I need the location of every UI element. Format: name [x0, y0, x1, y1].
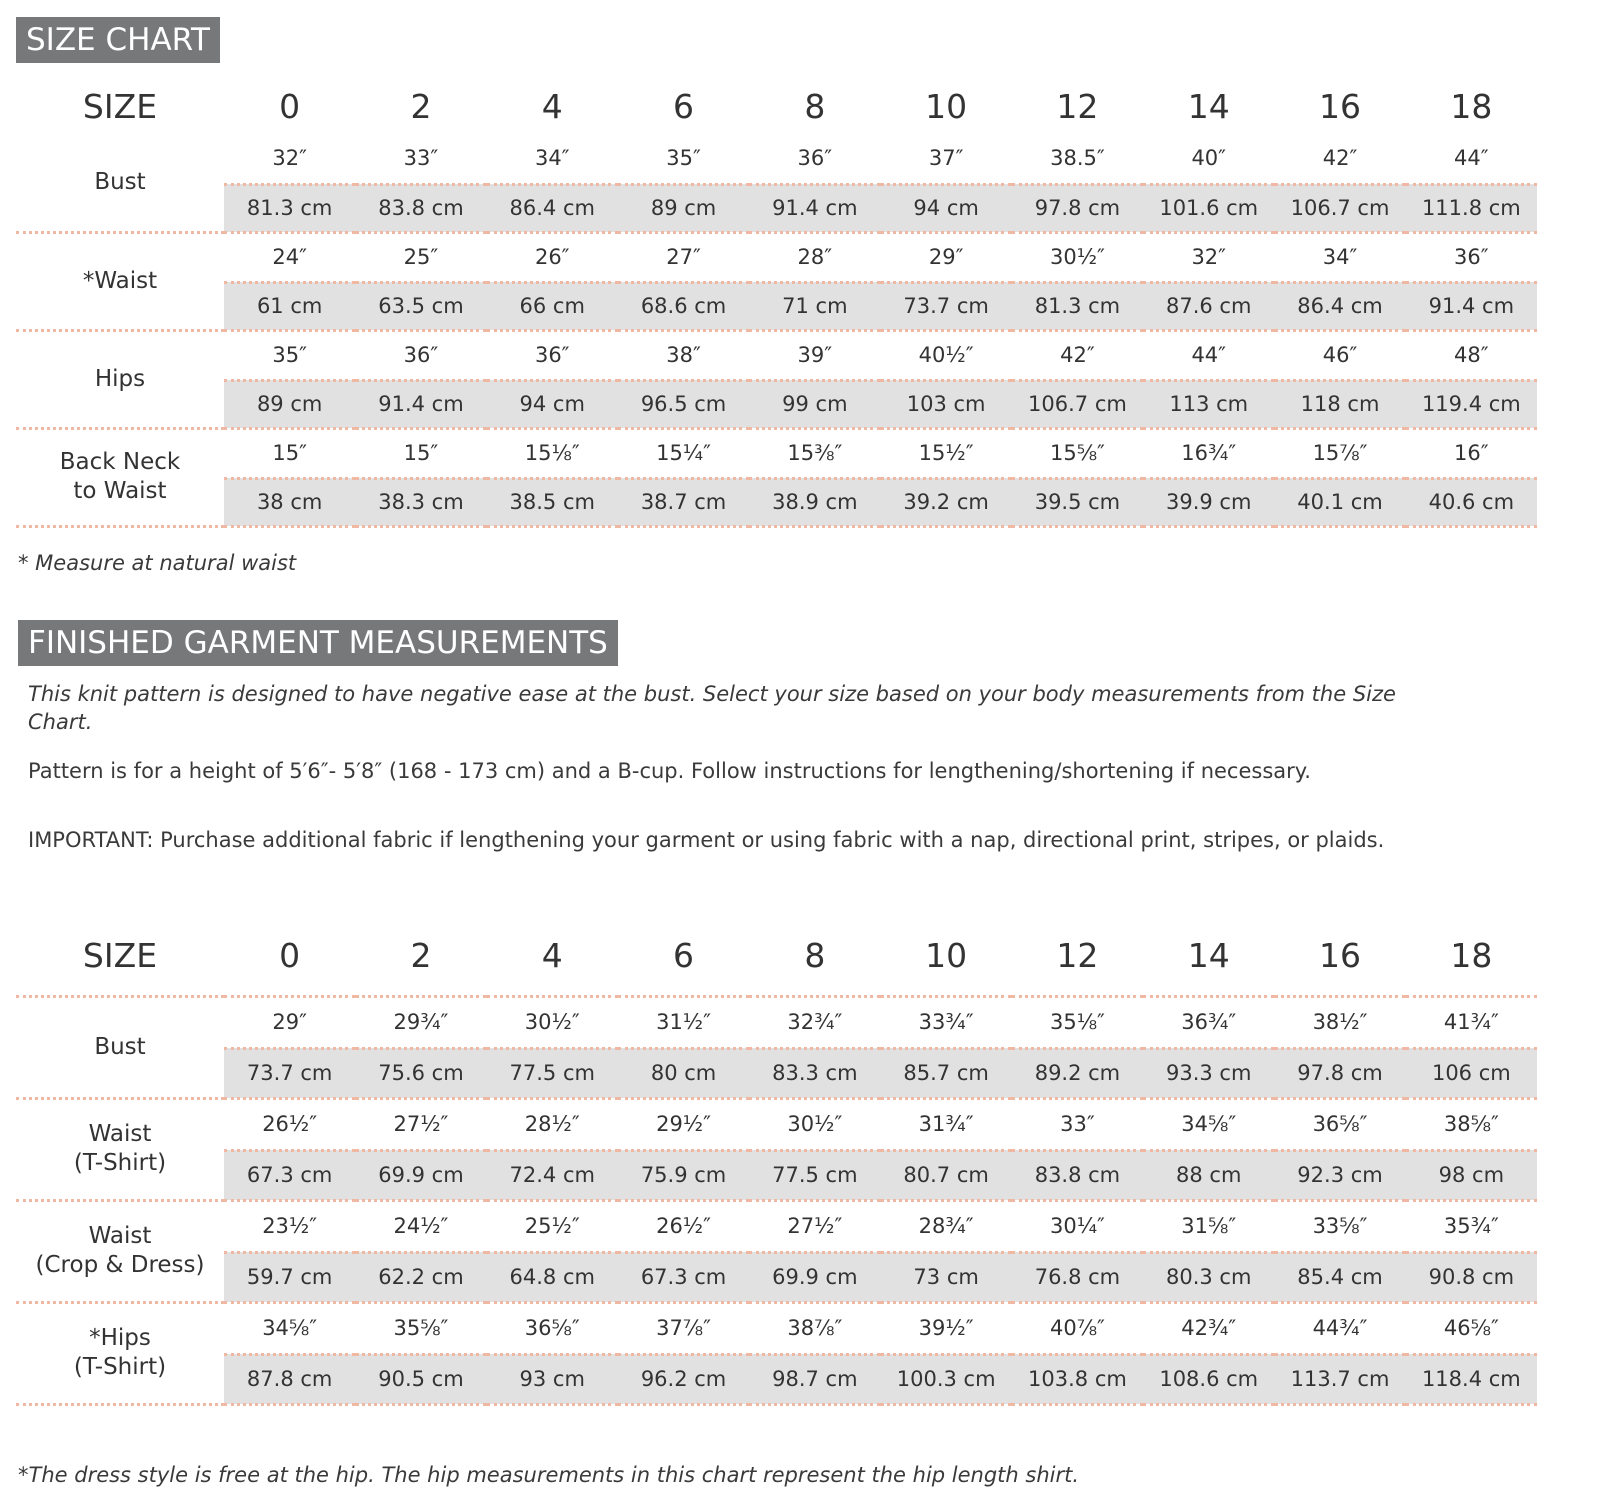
- size-4-header: 4: [487, 916, 618, 996]
- inch-value: 27½″: [749, 1200, 880, 1252]
- cm-value: 85.4 cm: [1274, 1252, 1405, 1302]
- inch-value: 28½″: [487, 1098, 618, 1150]
- cm-value: 38 cm: [224, 478, 355, 526]
- inch-value: 36″: [355, 330, 486, 380]
- cm-value: 119.4 cm: [1406, 380, 1537, 428]
- measurement-row-inches: [16, 330, 1537, 380]
- row-label: [16, 1302, 224, 1404]
- inch-value: 36″: [1406, 232, 1537, 282]
- cm-value: 39.2 cm: [880, 478, 1011, 526]
- inch-value: 37″: [880, 134, 1011, 184]
- cm-value: 92.3 cm: [1274, 1150, 1405, 1200]
- cm-value: 62.2 cm: [355, 1252, 486, 1302]
- cm-value: 118.4 cm: [1406, 1354, 1537, 1404]
- cm-value: 38.3 cm: [355, 478, 486, 526]
- finished-measurements-title: FINISHED GARMENT MEASUREMENTS: [18, 620, 618, 666]
- cm-value: 98 cm: [1406, 1150, 1537, 1200]
- size-10-header: 10: [880, 916, 1011, 996]
- measurement-row-cm: [16, 478, 1537, 526]
- inch-value: 29″: [880, 232, 1011, 282]
- cm-value: 39.9 cm: [1143, 478, 1274, 526]
- size-10-header: 10: [925, 86, 968, 126]
- cm-value: 94 cm: [487, 380, 618, 428]
- row-label-line: (T-Shirt): [73, 1150, 167, 1176]
- inch-value: 24″: [224, 232, 355, 282]
- inch-value: 23½″: [224, 1200, 355, 1252]
- cm-value: 40.1 cm: [1274, 478, 1405, 526]
- inch-value: 31¾″: [880, 1098, 1011, 1150]
- cm-value: 85.7 cm: [880, 1048, 1011, 1098]
- cm-value: 67.3 cm: [224, 1150, 355, 1200]
- size-header-row: [16, 916, 1537, 996]
- row-label-line: Waist: [88, 1121, 152, 1147]
- inch-value: 35¾″: [1406, 1200, 1537, 1252]
- inch-value: 40½″: [880, 330, 1011, 380]
- cm-value: 72.4 cm: [487, 1150, 618, 1200]
- size-18-header: 18: [1406, 916, 1537, 996]
- measurement-row-inches: [16, 1200, 1537, 1252]
- measurement-row-inches: [16, 232, 1537, 282]
- inch-value: 30½″: [487, 996, 618, 1048]
- cm-value: 91.4 cm: [749, 184, 880, 232]
- inch-value: 32″: [224, 134, 355, 184]
- measurement-row-inches: [16, 428, 1537, 478]
- cm-value: 103 cm: [880, 380, 1011, 428]
- cm-value: 73.7 cm: [224, 1048, 355, 1098]
- inch-value: 16″: [1406, 428, 1537, 478]
- inch-value: 44″: [1406, 134, 1537, 184]
- size-4-header: 4: [541, 86, 563, 126]
- inch-value: 38⅞″: [749, 1302, 880, 1354]
- cm-value: 87.8 cm: [224, 1354, 355, 1404]
- inch-value: 39½″: [880, 1302, 1011, 1354]
- measurement-row-cm: [16, 184, 1537, 232]
- row-label: [16, 1098, 224, 1200]
- row-label: [16, 428, 224, 526]
- inch-value: 25″: [355, 232, 486, 282]
- size-chart-title: SIZE CHART: [16, 17, 220, 63]
- measurement-row-cm: [16, 282, 1537, 330]
- size-8-header: 8: [804, 86, 826, 126]
- cm-value: 59.7 cm: [224, 1252, 355, 1302]
- inch-value: 26½″: [618, 1200, 749, 1252]
- measurement-row-inches: [16, 996, 1537, 1048]
- cm-value: 77.5 cm: [487, 1048, 618, 1098]
- inch-value: 35⅝″: [355, 1302, 486, 1354]
- measurement-row-cm: [16, 1048, 1537, 1098]
- inch-value: 34⅝″: [1143, 1098, 1274, 1150]
- cm-value: 83.8 cm: [1012, 1150, 1143, 1200]
- inch-value: 25½″: [487, 1200, 618, 1252]
- height-note: Pattern is for a height of 5′6″- 5′8″ (168 - 173 cm) and a B-cup. Follow instructions for lengthening/shortening if necessary.: [28, 759, 1311, 783]
- row-label-line: Bust: [94, 1033, 146, 1060]
- cm-value: 69.9 cm: [749, 1252, 880, 1302]
- cm-value: 76.8 cm: [1012, 1252, 1143, 1302]
- cm-value: 77.5 cm: [749, 1150, 880, 1200]
- size-chart-footnote: * Measure at natural waist: [18, 551, 297, 575]
- row-label-line: (T-Shirt): [73, 1354, 167, 1380]
- cm-value: 91.4 cm: [1406, 282, 1537, 330]
- inch-value: 35⅛″: [1012, 996, 1143, 1048]
- row-label: [16, 996, 224, 1098]
- inch-value: 36⅝″: [1274, 1098, 1405, 1150]
- cm-value: 106.7 cm: [1012, 380, 1143, 428]
- inch-value: 15⅜″: [749, 428, 880, 478]
- inch-value: 38½″: [1274, 996, 1405, 1048]
- cm-value: 113 cm: [1143, 380, 1274, 428]
- cm-value: 80.3 cm: [1143, 1252, 1274, 1302]
- measurement-row-cm: [16, 1252, 1537, 1302]
- cm-value: 90.5 cm: [355, 1354, 486, 1404]
- size-header-row: [16, 78, 1537, 134]
- inch-value: 36¾″: [1143, 996, 1274, 1048]
- cm-value: 96.2 cm: [618, 1354, 749, 1404]
- cm-value: 99 cm: [749, 380, 880, 428]
- inch-value: 33″: [355, 134, 486, 184]
- size-chart-table: [16, 78, 1537, 528]
- cm-value: 81.3 cm: [1012, 282, 1143, 330]
- cm-value: 90.8 cm: [1406, 1252, 1537, 1302]
- cm-value: 86.4 cm: [487, 184, 618, 232]
- inch-value: 27″: [618, 232, 749, 282]
- cm-value: 101.6 cm: [1143, 184, 1274, 232]
- measurement-row-inches: [16, 1302, 1537, 1354]
- row-label-line: to Waist: [73, 478, 167, 504]
- inch-value: 26½″: [224, 1098, 355, 1150]
- measurement-row-cm: [16, 380, 1537, 428]
- cm-value: 39.5 cm: [1012, 478, 1143, 526]
- size-18-header: 18: [1450, 86, 1493, 126]
- cm-value: 81.3 cm: [224, 184, 355, 232]
- cm-value: 97.8 cm: [1012, 184, 1143, 232]
- inch-value: 44″: [1143, 330, 1274, 380]
- cm-value: 94 cm: [880, 184, 1011, 232]
- cm-value: 113.7 cm: [1274, 1354, 1405, 1404]
- size-14-header: 14: [1143, 916, 1274, 996]
- cm-value: 106 cm: [1406, 1048, 1537, 1098]
- cm-value: 40.6 cm: [1406, 478, 1537, 526]
- inch-value: 29½″: [618, 1098, 749, 1150]
- inch-value: 30½″: [749, 1098, 880, 1150]
- cm-value: 106.7 cm: [1274, 184, 1405, 232]
- measurement-row-inches: [16, 1098, 1537, 1150]
- inch-value: 34″: [487, 134, 618, 184]
- inch-value: 15⅛″: [487, 428, 618, 478]
- inch-value: 30½″: [1012, 232, 1143, 282]
- row-label-line: *Waist: [82, 267, 158, 294]
- inch-value: 33¾″: [880, 996, 1011, 1048]
- cm-value: 38.7 cm: [618, 478, 749, 526]
- cm-value: 96.5 cm: [618, 380, 749, 428]
- measurement-row-cm: [16, 1354, 1537, 1404]
- inch-value: 16¾″: [1143, 428, 1274, 478]
- inch-value: 32¾″: [749, 996, 880, 1048]
- inch-value: 31½″: [618, 996, 749, 1048]
- cm-value: 73 cm: [880, 1252, 1011, 1302]
- cm-value: 103.8 cm: [1012, 1354, 1143, 1404]
- size-14-header: 14: [1187, 86, 1230, 126]
- row-label: [16, 134, 224, 232]
- cm-value: 89 cm: [618, 184, 749, 232]
- cm-value: 38.5 cm: [487, 478, 618, 526]
- cm-value: 111.8 cm: [1406, 184, 1537, 232]
- row-label-line: Bust: [94, 168, 146, 195]
- inch-value: 33″: [1012, 1098, 1143, 1150]
- inch-value: 15¼″: [618, 428, 749, 478]
- inch-value: 42″: [1274, 134, 1405, 184]
- inch-value: 27½″: [355, 1098, 486, 1150]
- size-2-header: 2: [355, 916, 486, 996]
- cm-value: 75.6 cm: [355, 1048, 486, 1098]
- cm-value: 97.8 cm: [1274, 1048, 1405, 1098]
- inch-value: 29″: [224, 996, 355, 1048]
- cm-value: 75.9 cm: [618, 1150, 749, 1200]
- inch-value: 39″: [749, 330, 880, 380]
- cm-value: 73.7 cm: [880, 282, 1011, 330]
- row-label-line: *Hips: [89, 1325, 151, 1351]
- inch-value: 28¾″: [880, 1200, 1011, 1252]
- inch-value: 28″: [749, 232, 880, 282]
- row-label: [16, 330, 224, 428]
- cm-value: 87.6 cm: [1143, 282, 1274, 330]
- inch-value: 34″: [1274, 232, 1405, 282]
- row-label: [16, 1200, 224, 1302]
- inch-value: 40⅞″: [1012, 1302, 1143, 1354]
- cm-value: 71 cm: [749, 282, 880, 330]
- size-0-header: 0: [279, 86, 301, 126]
- inch-value: 15″: [355, 428, 486, 478]
- inch-value: 15½″: [880, 428, 1011, 478]
- cm-value: 93.3 cm: [1143, 1048, 1274, 1098]
- cm-value: 68.6 cm: [618, 282, 749, 330]
- size-0-header: 0: [224, 916, 355, 996]
- inch-value: 38.5″: [1012, 134, 1143, 184]
- row-label-line: Hips: [94, 365, 146, 392]
- inch-value: 36″: [749, 134, 880, 184]
- inch-value: 15″: [224, 428, 355, 478]
- size-6-header: 6: [618, 916, 749, 996]
- inch-value: 38″: [618, 330, 749, 380]
- size-header-label: SIZE: [16, 916, 224, 996]
- inch-value: 30¼″: [1012, 1200, 1143, 1252]
- measurement-row-inches: [16, 134, 1537, 184]
- inch-value: 38⅝″: [1406, 1098, 1537, 1150]
- size-16-header: 16: [1274, 916, 1405, 996]
- inch-value: 31⅝″: [1143, 1200, 1274, 1252]
- cm-value: 80 cm: [618, 1048, 749, 1098]
- size-8-header: 8: [749, 916, 880, 996]
- cm-value: 118 cm: [1274, 380, 1405, 428]
- size-16-header: 16: [1319, 86, 1362, 126]
- inch-value: 33⅝″: [1274, 1200, 1405, 1252]
- finished-measurements-table: [16, 916, 1537, 1406]
- cm-value: 80.7 cm: [880, 1150, 1011, 1200]
- inch-value: 48″: [1406, 330, 1537, 380]
- size-6-header: 6: [673, 86, 695, 126]
- row-label-line: Back Neck: [59, 449, 181, 475]
- row-label-line: Waist: [88, 1223, 152, 1249]
- important-note: IMPORTANT: Purchase additional fabric if lengthening your garment or using fabric with a nap, directional print, stripes, or plaids.: [28, 828, 1385, 852]
- cm-value: 91.4 cm: [355, 380, 486, 428]
- cm-value: 83.8 cm: [355, 184, 486, 232]
- inch-value: 36″: [487, 330, 618, 380]
- finished-footnote: *The dress style is free at the hip. The hip measurements in this chart represent the hip length shirt.: [18, 1463, 1080, 1487]
- inch-value: 36⅝″: [487, 1302, 618, 1354]
- cm-value: 89.2 cm: [1012, 1048, 1143, 1098]
- cm-value: 100.3 cm: [880, 1354, 1011, 1404]
- inch-value: 42¾″: [1143, 1302, 1274, 1354]
- cm-value: 93 cm: [487, 1354, 618, 1404]
- size-header-label: SIZE: [82, 86, 158, 126]
- cm-value: 89 cm: [224, 380, 355, 428]
- size-2-header: 2: [410, 86, 432, 126]
- inch-value: 29¾″: [355, 996, 486, 1048]
- cm-value: 63.5 cm: [355, 282, 486, 330]
- cm-value: 64.8 cm: [487, 1252, 618, 1302]
- inch-value: 40″: [1143, 134, 1274, 184]
- size-12-header: 12: [1012, 916, 1143, 996]
- cm-value: 98.7 cm: [749, 1354, 880, 1404]
- cm-value: 38.9 cm: [749, 478, 880, 526]
- row-label-line: (Crop & Dress): [35, 1252, 205, 1278]
- inch-value: 35″: [224, 330, 355, 380]
- size-12-header: 12: [1056, 86, 1099, 126]
- cm-value: 69.9 cm: [355, 1150, 486, 1200]
- inch-value: 26″: [487, 232, 618, 282]
- intro-text: This knit pattern is designed to have negative ease at the bust. Select your size based on your body measurements from the Size Chart.: [28, 682, 1396, 734]
- inch-value: 41¾″: [1406, 996, 1537, 1048]
- inch-value: 37⅞″: [618, 1302, 749, 1354]
- cm-value: 66 cm: [487, 282, 618, 330]
- inch-value: 35″: [618, 134, 749, 184]
- cm-value: 61 cm: [224, 282, 355, 330]
- cm-value: 83.3 cm: [749, 1048, 880, 1098]
- inch-value: 32″: [1143, 232, 1274, 282]
- inch-value: 42″: [1012, 330, 1143, 380]
- measurement-row-cm: [16, 1150, 1537, 1200]
- cm-value: 86.4 cm: [1274, 282, 1405, 330]
- inch-value: 15⅝″: [1012, 428, 1143, 478]
- inch-value: 44¾″: [1274, 1302, 1405, 1354]
- inch-value: 34⅝″: [224, 1302, 355, 1354]
- inch-value: 46″: [1274, 330, 1405, 380]
- inch-value: 15⅞″: [1274, 428, 1405, 478]
- row-label: [16, 232, 224, 330]
- cm-value: 67.3 cm: [618, 1252, 749, 1302]
- cm-value: 108.6 cm: [1143, 1354, 1274, 1404]
- cm-value: 88 cm: [1143, 1150, 1274, 1200]
- inch-value: 46⅝″: [1406, 1302, 1537, 1354]
- inch-value: 24½″: [355, 1200, 486, 1252]
